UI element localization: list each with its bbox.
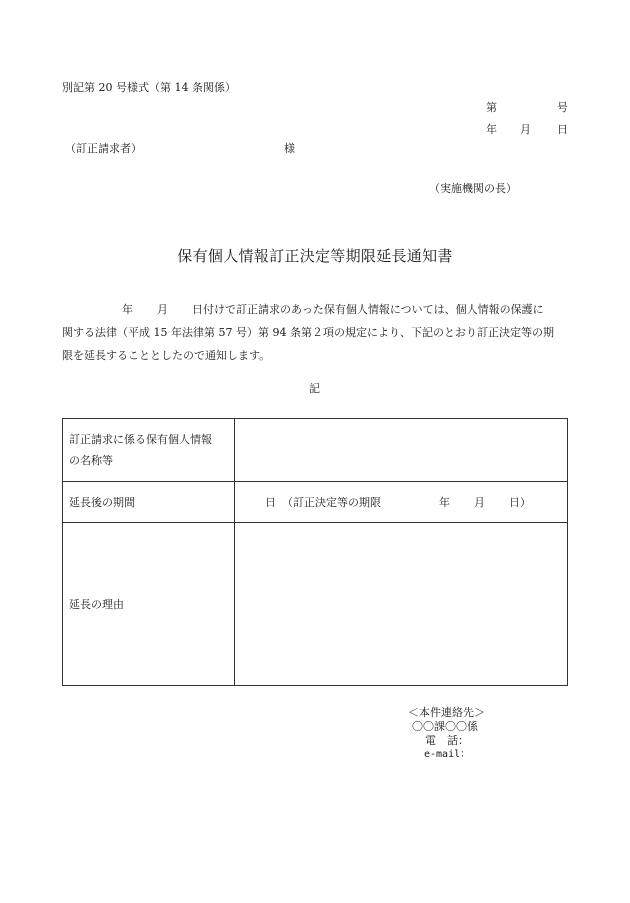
body-line-1	[62, 298, 572, 321]
contact-department: 〇〇課〇〇係	[412, 720, 478, 733]
issue-date-year: 年	[486, 123, 497, 136]
notice-details-table	[62, 418, 568, 686]
table-row-info-name	[63, 419, 568, 482]
agency-head-label: （実施機関の長）	[429, 182, 517, 195]
extension-reason-label: 延長の理由	[63, 523, 235, 686]
info-name-value	[235, 419, 568, 482]
document-number-prefix: 第	[486, 101, 497, 114]
period-year: 年	[439, 496, 450, 509]
requester-label: （訂正請求者）	[65, 142, 142, 155]
contact-email: e-mail：	[424, 749, 471, 760]
contact-phone: 電 話：	[425, 734, 469, 747]
extension-reason-value	[235, 523, 568, 686]
notice-body	[62, 298, 572, 367]
period-day: 日	[265, 496, 276, 509]
body-line-1-text: 日付けで訂正請求のあった保有個人情報については、個人情報の保護に	[192, 303, 544, 316]
document-number-suffix: 号	[557, 101, 568, 114]
document-title: 保有個人情報訂正決定等期限延長通知書	[177, 247, 453, 265]
issue-date-month: 月	[520, 123, 531, 136]
extended-period-label: 延長後の期間	[63, 482, 235, 523]
table-row-extension-reason	[63, 523, 568, 686]
contact-block	[408, 706, 485, 762]
period-close: 日）	[509, 496, 531, 509]
extended-period-value	[235, 482, 568, 523]
body-line-2: 関する法律（平成 15 年法律第 57 号）第 94 条第２項の規定により、下記のとおり訂正決定等の期	[62, 326, 554, 339]
form-number: 別記第 20 号様式（第 14 条関係）	[62, 81, 236, 94]
info-name-label	[63, 419, 235, 482]
info-name-label-line-2: の名称等	[69, 454, 113, 467]
body-line-3: 限を延長することとしたので通知します。	[62, 349, 271, 362]
contact-heading: ＜本件連絡先＞	[408, 706, 485, 719]
period-month: 月	[474, 496, 485, 509]
body-year: 年	[122, 303, 133, 316]
requester-honorific: 様	[284, 142, 295, 155]
table-row-extended-period	[63, 482, 568, 523]
info-name-label-line-1: 訂正請求に係る保有個人情報	[69, 433, 212, 446]
issue-date-day: 日	[557, 123, 568, 136]
period-deadline-label: （訂正決定等の期限	[282, 496, 381, 509]
record-heading: 記	[309, 382, 320, 395]
body-month: 月	[157, 303, 168, 316]
